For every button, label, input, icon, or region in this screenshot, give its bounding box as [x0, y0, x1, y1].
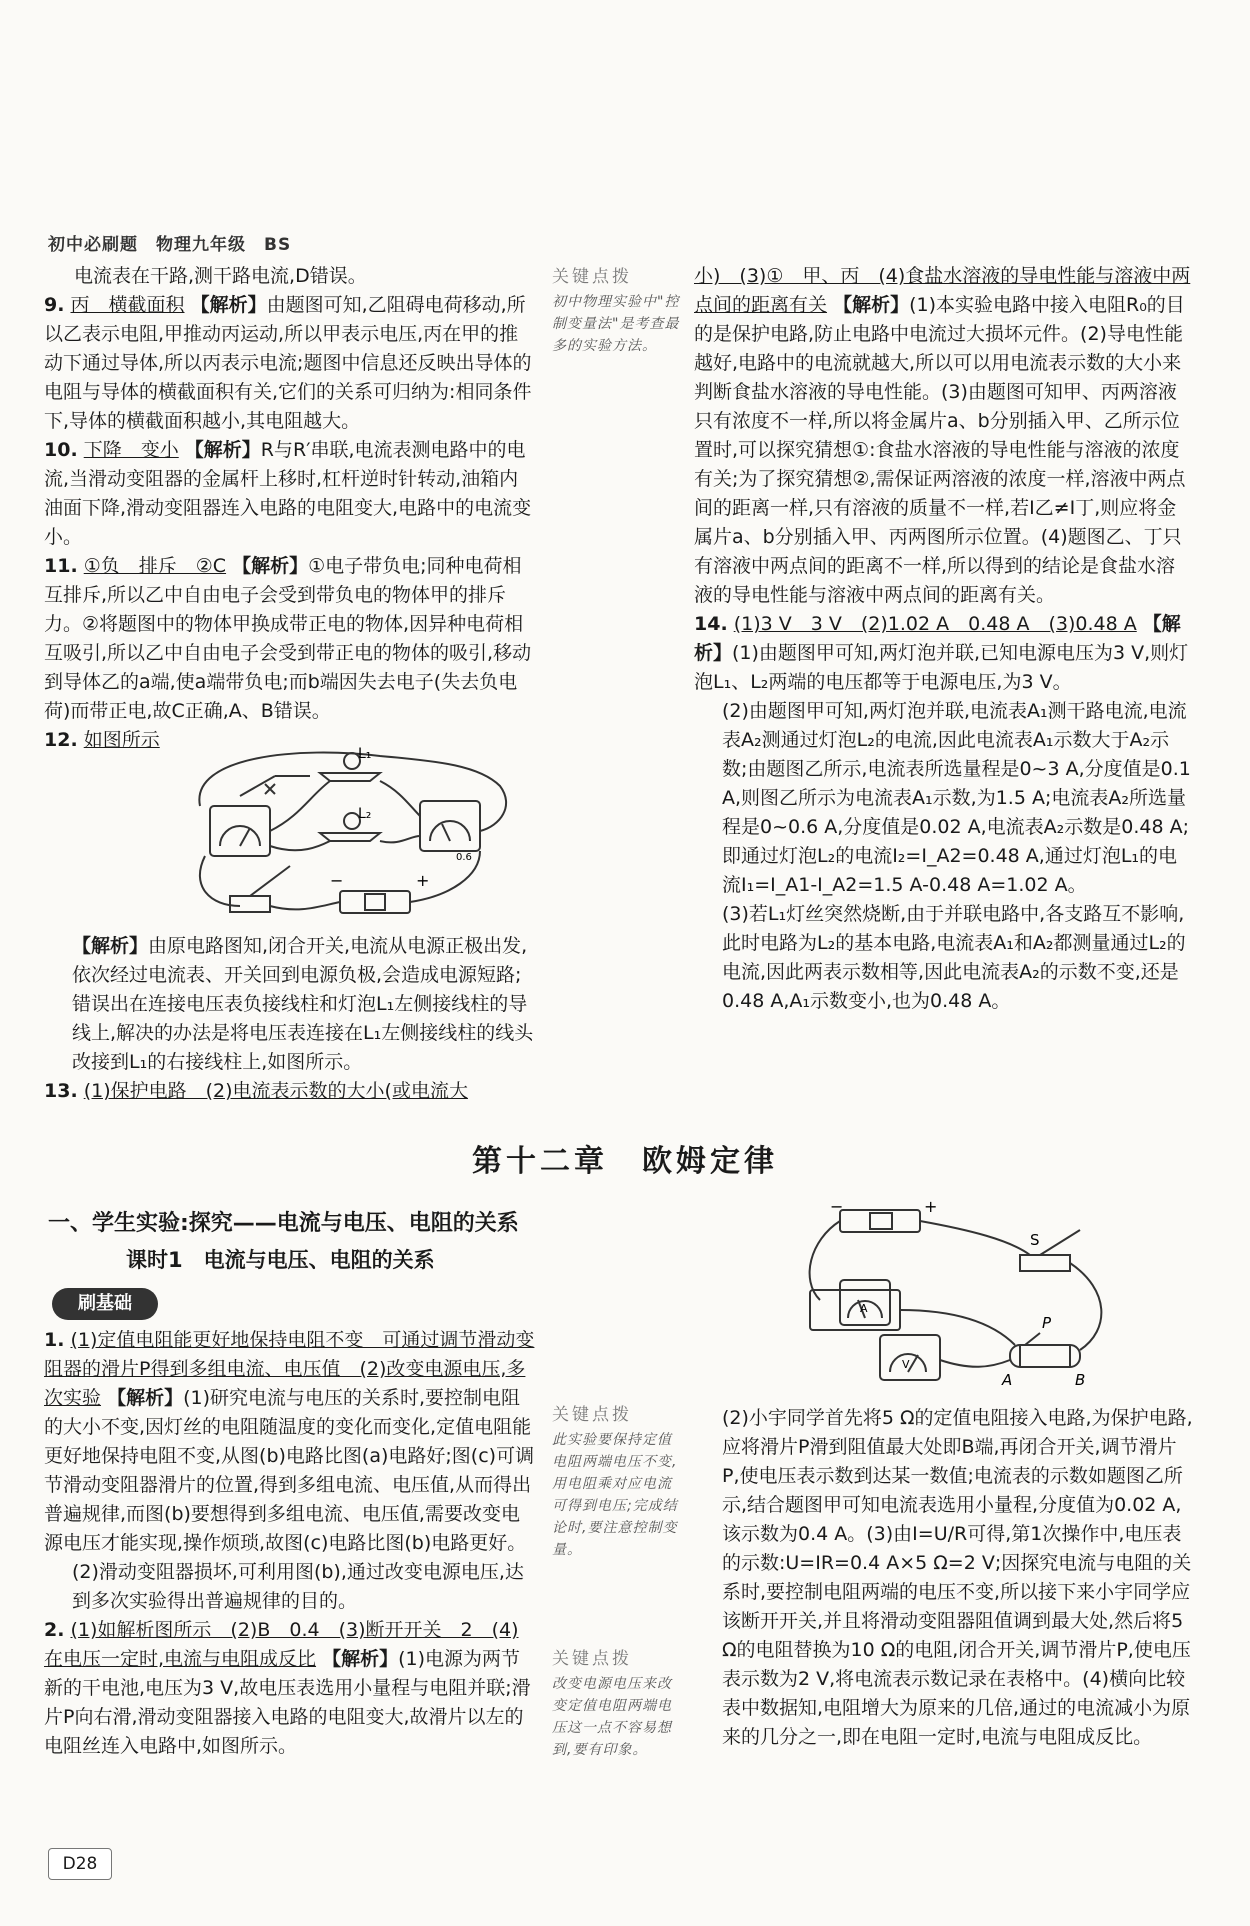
label-plus: + — [416, 871, 430, 890]
analysis-14-p1: (1)由题图甲可知,两灯泡并联,已知电源电压为3 V,则灯泡L₁、L₂两端的电压都等于电源电压,为3 V。 — [694, 642, 1189, 693]
left-bottom-column — [44, 1326, 536, 1761]
section-title: 一、学生实验:探究——电流与电压、电阻的关系 — [48, 1211, 519, 1236]
analysis-12-block: 【解析】由原电路图知,闭合开关,电流从电源正极出发,依次经过电流表、开关回到电源负极,会造成电源短路;错误出在连接电压表负接线柱和灯泡L₁左侧接线柱的导线上,解决的办法是将电压表连接在L₁左侧接线柱的线头改接到L₁的右接线柱上,如图所示。 — [72, 935, 534, 1073]
key-tip-3-title: 关键点拨 — [552, 1649, 632, 1669]
question-9: 9. 丙 横截面积 【解析】由题图可知,乙阻碍电荷移动,所以乙表示电阻,甲推动丙运动,所以甲表示电压,丙在甲的推动下通过导体,所以丙表示电流;题图中信息还反映出导体的电阻与导体的横截面积有关,它们的关系可归纳为:相同条件下,导体的横截面积越小,其电阻越大。 — [44, 294, 532, 432]
key-tip-2 — [552, 1400, 682, 1561]
analysis-2-cont: (2)小宇同学首先将5 Ω的定值电阻接入电路,为保护电路,应将滑片P滑到阻值最大处即B端,再闭合开关,调节滑片P,使电压表示数到达某一数值;电流表的示数如题图乙所示,结合题图甲可知电流表选用小量程,分度值为0.02 A,该示数为0.4 A。(3)由I=U/R可得,第1次操作中,电压表的示数:U=IR=0.4 A×5 Ω=2 V;因探究电流与电阻的关系时,要控制电阻两端的电压不变,所以接下来小宇同学应该断开开关,并且将滑动变阻器阻值调到最大处,然后将5 Ω的电阻替换为10 Ω的电阻,闭合开关,调节滑片P,使电压表示数为2 V,将电流表示数记录在表格中。(4)横向比较表中数据知,电阻增大为原来的几倍,通过的电流减小为原来的几分之一,即在电阻一定时,电流与电阻成反比。 — [722, 1407, 1193, 1748]
question-14: 14. (1)3 V 3 V (2)1.02 A 0.48 A (3)0.48 A 【解析】(1)由题图甲可知,两灯泡并联,已知电源电压为3 V,则灯泡L₁、L₂两端的电压都等于电源电压,为3 V。 — [694, 613, 1189, 693]
circuit-figure-1 — [180, 736, 520, 926]
fig2-meter-a: A — [860, 1302, 868, 1315]
intro-line: 电流表在干路,测干路电流,D错误。 — [74, 265, 367, 287]
analysis-10: R与R′串联,电流表测电路中的电流,当滑动变阻器的金属杆上移时,杠杆逆时针转动,油箱内油面下降,滑动变阻器连入电路的电阻变大,电路中的电流变小。 — [44, 439, 532, 548]
answer-11: ①负 排斥 ②C — [83, 555, 227, 577]
right-bottom-column — [712, 1404, 1194, 1752]
question-12: 12. 如图所示 — [44, 729, 160, 751]
label-minus: − — [330, 871, 344, 890]
question-2: 2. (1)如解析图所示 (2)B 0.4 (3)断开开关 2 (4)在电压一定时,电流与电阻成反比 【解析】(1)电源为两节新的干电池,电压为3 V,故电压表选用小量程与电阻并联;滑片P向右滑,滑动变阻器接入电路的电阻变大,故滑片以左的电阻丝连入电路中,如图所示。 — [44, 1619, 531, 1757]
answer-13: (1)保护电路 (2)电流表示数的大小(或电流大 — [83, 1080, 468, 1102]
fig2-minus: − — [830, 1200, 844, 1216]
analysis-13: (1)本实验电路中接入电阻R₀的目的是保护电路,防止电路中电流过大损坏元件。(2)导电性能越好,电路中的电流就越大,所以可以用电流表示数的大小来判断食盐水溶液的导电性能。(3)由题图可知甲、丙两溶液只有浓度不一样,所以将金属片a、b分别插入甲、乙所示位置时,可以探究猜想①:食盐水溶液的导电性能与溶液的浓度有关;为了探究猜想②,需保证两溶液的浓度一样,溶液中两点间的距离一样,只有溶液的质量不一样,若I乙≠I丁,则应将金属片a、b分别插入甲、丙两图所示位置。(4)题图乙、丁只有溶液中两点间的距离不一样,所以得到的结论是食盐水溶液的导电性能与溶液中两点间的距离有关。 — [694, 294, 1186, 606]
answer-2: (1)如解析图所示 (2)B 0.4 (3)断开开关 2 (4)在电压一定时,电流与电阻成反比 — [44, 1619, 519, 1670]
fig2-switch: S — [1030, 1231, 1040, 1249]
answer-10: 下降 变小 — [83, 439, 179, 461]
key-tip-3-text: 改变电源电压来改变定值电阻两端电压这一点不容易想到,要有印象。 — [552, 1676, 672, 1758]
basic-badge: 刷基础 — [52, 1288, 158, 1320]
fig2-meter-v: V — [902, 1358, 910, 1371]
question-13-cont: 小) (3)① 甲、丙 (4)食盐水溶液的导电性能与溶液中两点间的距离有关 【解析】(1)本实验电路中接入电阻R₀的目的是保护电路,防止电路中电流过大损坏元件。(2)导电性能越好,电路中的电流就越大,所以可以用电流表示数的大小来判断食盐水溶液的导电性能。(3)由题图可知甲、丙两溶液只有浓度不一样,所以将金属片a、b分别插入甲、乙所示位置时,可以探究猜想①:食盐水溶液的导电性能与溶液的浓度有关;为了探究猜想②,需保证两溶液的浓度一样,溶液中两点间的距离一样,只有溶液的质量不一样,若I乙≠I丁,则应将金属片a、b分别插入甲、丙两图所示位置。(4)题图乙、丁只有溶液中两点间的距离不一样,所以得到的结论是食盐水溶液的导电性能与溶液中两点间的距离有关。 — [694, 265, 1191, 606]
question-11: 11. ①负 排斥 ②C 【解析】①电子带负电;同种电荷相互排斥,所以乙中自由电子会受到带负电的物体甲的排斥力。②将题图中的物体甲换成带正电的物体,因异种电荷相互吸引,所以乙中自由电子会受到带正电的物体的吸引,移动到导体乙的a端,使a端带负电;而b端因失去电子(失去负电荷)而带正电,故C正确,A、B错误。 — [44, 555, 532, 722]
key-tip-1-text: 初中物理实验中"控制变量法"是考查最多的实验方法。 — [552, 294, 680, 354]
label-l1: L₁ — [358, 746, 372, 762]
left-top-column — [44, 262, 536, 755]
label-l2: L₂ — [358, 806, 372, 822]
answer-9: 丙 横截面积 — [70, 294, 185, 316]
fig2-a: A — [1002, 1371, 1013, 1389]
analysis-2: (1)电源为两节新的干电池,电压为3 V,故电压表选用小量程与电阻并联;滑片P向右滑,滑动变阻器接入电路的电阻变大,故滑片以左的电阻丝连入电路中,如图所示。 — [44, 1648, 531, 1757]
key-tip-3 — [552, 1644, 682, 1761]
fig2-p: P — [1042, 1314, 1052, 1332]
analysis-1: (1)研究电流与电压的关系时,要控制电阻的大小不变,因灯丝的电阻随温度的变化而变化,定值电阻能更好地保持电阻不变,从图(b)电路比图(a)电路好;图(c)可调节滑动变阻器滑片的位置,得到多组电流、电压值,从而得出普遍规律,而图(b)要想得到多组电流、电压值,需要改变电源电压才能实现,操作烦琐,故图(c)电路比图(b)电路更好。 — [44, 1387, 535, 1554]
answer-14: (1)3 V 3 V (2)1.02 A 0.48 A (3)0.48 A — [733, 613, 1137, 635]
label-scale: 0.6 — [456, 852, 472, 863]
analysis-14-p3: (3)若L₁灯丝突然烧断,由于并联电路中,各支路互不影响,此时电路为L₂的基本电路,电流表A₁和A₂都测量通过L₂的电流,因此两表示数相等,因此电流表A₂的示数不变,还是0.48 A,A₁示数变小,也为0.48 A。 — [722, 903, 1186, 1012]
left-top-column-2 — [44, 932, 536, 1106]
answer-12: 如图所示 — [83, 729, 160, 751]
lesson-title: 课时1 电流与电压、电阻的关系 — [126, 1248, 435, 1272]
fig2-plus: + — [924, 1200, 938, 1216]
chapter-title: 第十二章 欧姆定律 — [472, 1144, 778, 1179]
right-top-column — [694, 262, 1194, 1016]
page-header: 初中必刷题 物理九年级 BS — [48, 235, 292, 255]
key-tip-2-title: 关键点拨 — [552, 1405, 632, 1425]
analysis-14-p2: (2)由题图甲可知,两灯泡并联,电流表A₁测干路电流,电流表A₂测通过灯泡L₂的电流,因此电流表A₁示数大于A₂示数;由题图乙所示,电流表所选量程是0~3 A,分度值是0.1 A,则图乙所示为电流表A₁示数,为1.5 A;电流表A₂所选量程是0~0.6 A,分度值是0.02 A,电流表A₂示数是0.48 A;即通过灯泡L₂的电流I₂=I_A2=0.48 A,通过灯泡L₁的电流I₁=I_A1-I_A2=1.5 A-0.48 A=1.02 A。 — [722, 700, 1191, 896]
circuit-figure-2 — [790, 1200, 1140, 1390]
page-number: D28 — [48, 1848, 112, 1880]
fig2-b: B — [1075, 1371, 1086, 1389]
key-tip-2-text: 此实验要保持定值电阻两端电压不变,用电阻乘对应电流可得到电压;完成结论时,要注意控制变量。 — [552, 1432, 678, 1558]
answer-13-cont: 小) (3)① 甲、丙 (4)食盐水溶液的导电性能与溶液中两点间的距离有关 — [694, 265, 1191, 316]
analysis-11: ①电子带负电;同种电荷相互排斥,所以乙中自由电子会受到带负电的物体甲的排斥力。②将题图中的物体甲换成带正电的物体,因异种电荷相互吸引,所以乙中自由电子会受到带正电的物体的吸引,移动到导体乙的a端,使a端带负电;而b端因失去电子(失去负电荷)而带正电,故C正确,A、B错误。 — [44, 555, 532, 722]
question-10: 10. 下降 变小 【解析】R与R′串联,电流表测电路中的电流,当滑动变阻器的金属杆上移时,杠杆逆时针转动,油箱内油面下降,滑动变阻器连入电路的电阻变大,电路中的电流变小。 — [44, 439, 532, 548]
analysis-9: 由题图可知,乙阻碍电荷移动,所以乙表示电阻,甲推动丙运动,所以甲表示电压,丙在甲的推动下通过导体,所以丙表示电流;题图中信息还反映出导体的电阻与导体的横截面积有关,它们的关系可归纳为:相同条件下,导体的横截面积越小,其电阻越大。 — [44, 294, 532, 432]
key-tip-1 — [552, 262, 682, 357]
question-1: 1. (1)定值电阻能更好地保持电阻不变 可通过调节滑动变阻器的滑片P得到多组电流、电压值 (2)改变电源电压,多次实验 【解析】(1)研究电流与电压的关系时,要控制电阻的大小不变,因灯丝的电阻随温度的变化而变化,定值电阻能更好地保持电阻不变,从图(b)电路比图(a)电路好;图(c)可调节滑动变阻器滑片的位置,得到多组电流、电压值,从而得出普遍规律,而图(b)要想得到多组电流、电压值,需要改变电源电压才能实现,操作烦琐,故图(c)电路比图(b)电路更好。 — [44, 1329, 535, 1554]
question-13: 13. (1)保护电路 (2)电流表示数的大小(或电流大 — [44, 1080, 468, 1102]
analysis-12: 由原电路图知,闭合开关,电流从电源正极出发,依次经过电流表、开关回到电源负极,会造成电源短路;错误出在连接电压表负接线柱和灯泡L₁左侧接线柱的导线上,解决的办法是将电压表连接在L₁左侧接线柱的线头改接到L₁的右接线柱上,如图所示。 — [72, 935, 534, 1073]
answer-1: (1)定值电阻能更好地保持电阻不变 可通过调节滑动变阻器的滑片P得到多组电流、电压值 (2)改变电源电压,多次实验 — [44, 1329, 535, 1409]
key-tip-1-title: 关键点拨 — [552, 267, 632, 287]
analysis-1-p2: (2)滑动变阻器损坏,可利用图(b),通过改变电源电压,达到多次实验得出普遍规律的目的。 — [72, 1561, 524, 1612]
